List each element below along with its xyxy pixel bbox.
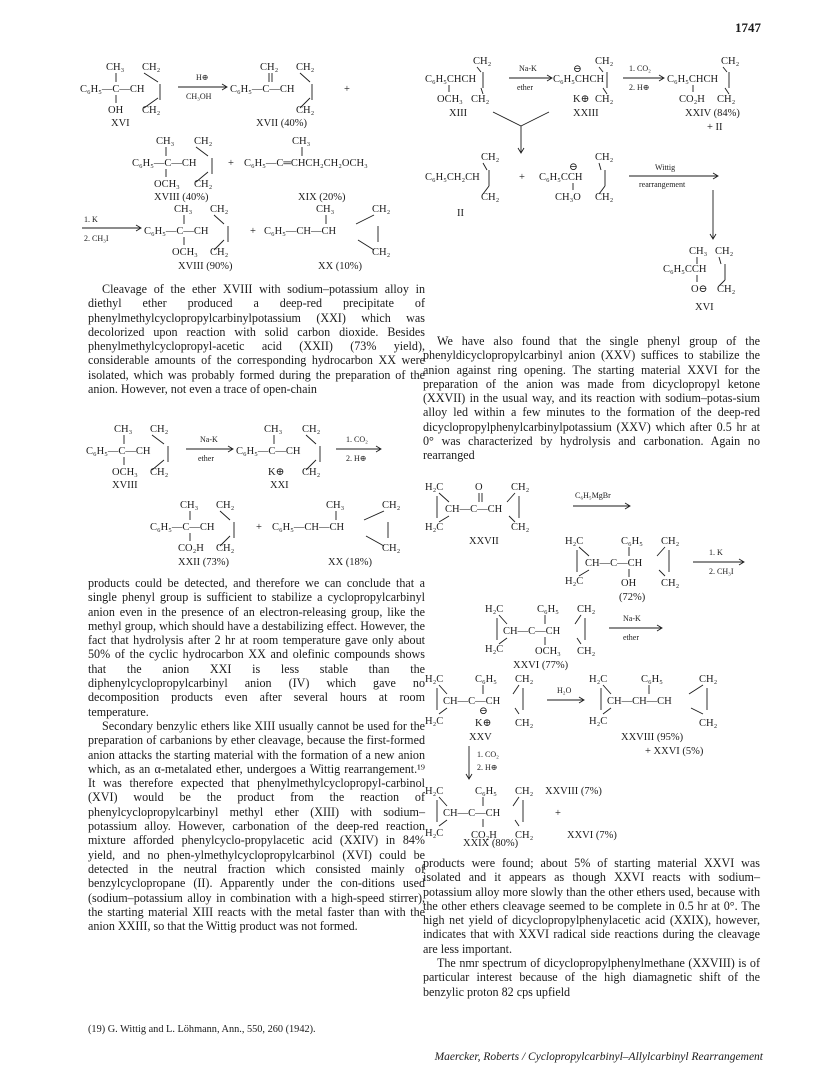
svg-text:OH: OH — [108, 105, 124, 116]
svg-text:CH₂: CH₂ — [595, 192, 614, 203]
svg-text:CH₃: CH₃ — [114, 424, 133, 435]
svg-text:CH₂: CH₂ — [511, 482, 530, 493]
svg-text:2. CH₃I: 2. CH₃I — [709, 567, 734, 576]
svg-text:C₆H₅—C—CH: C₆H₅—C—CH — [144, 226, 209, 237]
svg-text:H₂C: H₂C — [565, 576, 584, 587]
svg-text:CH₂: CH₂ — [715, 246, 734, 257]
svg-text:CH₂: CH₂ — [372, 247, 391, 258]
svg-text:⊖: ⊖ — [569, 162, 578, 173]
svg-text:C₆H₅—C—CH: C₆H₅—C—CH — [86, 446, 151, 457]
structure-ii — [425, 152, 525, 203]
svg-text:H₂C: H₂C — [589, 716, 608, 727]
label-xiii: XIII — [449, 108, 468, 119]
svg-text:CH₂: CH₂ — [515, 786, 534, 797]
svg-text:CH₂: CH₂ — [515, 830, 534, 841]
svg-text:CH₂: CH₂ — [372, 204, 391, 215]
svg-text:H₂C: H₂C — [425, 482, 444, 493]
svg-text:CH₂: CH₂ — [661, 578, 680, 589]
svg-text:CH₂: CH₂ — [511, 522, 530, 533]
left-paragraph-3: Secondary benzylic ethers like XIII usually cannot be used for the preparation of carbanions by ether cleavage, because the first-formed anion attacks the starting material with the formation of a new anion which, as an α-metalated ether, undergoes a Wittig rearrangement.¹⁹ It was therefore expected that phenylmethylcyclopropyl-carbinol (XVI) would be the product from the reaction of phenylcyclopropylcarbinyl methyl ether (XIII) with sodium–potassium alloy. However, carbonation of the deep-red reaction mixture afforded phenylcyclo-propylacetic acid (XXIV) in 84% yield, and no phen-ylmethylcyclopropylcarbinol (XVI) could be detected in the neutral fraction which consisted mainly of benzylcyclopropane (II). Apparently under the con-ditions used (sodium–potassium alloy in combination with a high-speed stirrer), the starting material XIII reacts with the metal faster than with the anion XXIII, so that the Wittig product was not formed. — [88, 718, 425, 934]
label-xxiii: XXIII — [573, 108, 599, 119]
svg-text:+: + — [250, 226, 256, 237]
structure-xxviii — [589, 674, 718, 729]
svg-text:CH₂: CH₂ — [515, 718, 534, 729]
svg-text:CH₂: CH₂ — [699, 674, 718, 685]
svg-text:C₆H₅—CH—CH: C₆H₅—CH—CH — [272, 522, 345, 533]
svg-text:CH₂: CH₂ — [150, 424, 169, 435]
svg-text:CH₂: CH₂ — [471, 94, 490, 105]
label-xvii: XVII (40%) — [256, 118, 308, 129]
svg-text:O⊖: O⊖ — [691, 284, 708, 295]
scheme-xviii-cleavage — [84, 420, 422, 580]
label-xxii: XXII (73%) — [178, 557, 230, 568]
svg-text:+: + — [256, 522, 262, 533]
svg-text:C₆H₅CH₂CH: C₆H₅CH₂CH — [425, 172, 480, 183]
svg-text:⊖: ⊖ — [479, 706, 488, 717]
svg-text:CH₃O: CH₃O — [555, 192, 581, 203]
svg-text:+: + — [555, 808, 561, 819]
svg-text:CH₂: CH₂ — [577, 646, 596, 657]
svg-text:CH₂: CH₂ — [194, 136, 213, 147]
svg-text:1. CO₂: 1. CO₂ — [346, 435, 368, 444]
label-xxviii-7: XXVIII (7%) — [545, 786, 602, 797]
svg-text:CH₃: CH₃ — [106, 62, 125, 73]
structure-xviii-b — [144, 204, 256, 258]
structure-xx-b — [272, 500, 401, 554]
svg-text:H₂C: H₂C — [425, 522, 444, 533]
right-paragraph-2: products were found; about 5% of starting material XXVI was isolated and it appears as though XXVI reacts with sodium–potassium alloy more slowly than the other ethers used, because with the other ethers cleavage seemed to be complete in 0.5 hr at 0°. The high net yield of dicyclopropylphenylacetic acid (XXIX), however, indicates that with XXVI radical side reactions during the cleavage are less important. — [423, 856, 760, 956]
svg-text:ether: ether — [198, 454, 214, 463]
svg-text:CH₂: CH₂ — [260, 62, 279, 73]
structure-xix: C₆H₅—C═CHCH₂CH₂OCH₃ — [244, 158, 368, 169]
label-xxviii-95: XXVIII (95%) — [621, 732, 684, 743]
svg-text:+: + — [228, 158, 234, 169]
label-xxvi-77: XXVI (77%) — [513, 660, 569, 671]
svg-text:C₆H₅CCH: C₆H₅CCH — [539, 172, 583, 183]
right-column-continued — [423, 856, 760, 999]
svg-text:OCH₃: OCH₃ — [154, 179, 180, 190]
structure-xxix — [425, 786, 534, 841]
svg-text:CH₂: CH₂ — [150, 467, 169, 478]
svg-text:CH₂: CH₂ — [473, 56, 492, 67]
label-plus-ii: + II — [707, 122, 723, 133]
svg-text:CH—C—CH: CH—C—CH — [585, 558, 643, 569]
svg-text:OCH₃: OCH₃ — [437, 94, 463, 105]
structure-xviii — [132, 136, 234, 190]
structure-xvi — [80, 62, 161, 116]
left-column — [88, 282, 425, 396]
label-xxix: XXIX (80%) — [463, 838, 519, 848]
svg-text:CH₃OH: CH₃OH — [186, 92, 212, 101]
structure-anion-ether — [539, 152, 614, 203]
svg-text:C₆H₅CHCH: C₆H₅CHCH — [667, 74, 719, 85]
svg-text:CH₂: CH₂ — [216, 500, 235, 511]
label-xvi-b: XVI — [695, 302, 714, 313]
svg-text:CH₂: CH₂ — [382, 500, 401, 511]
svg-text:H⊕: H⊕ — [196, 73, 209, 82]
svg-text:CO₂H: CO₂H — [178, 543, 204, 554]
right-paragraph-1: We have also found that the single phenyl group of the phenyldicyclopropylcarbinyl anion (XXV) suffices to stabilize the anion against ring opening. The starting material XXVI for the preparation of the anion was made from dicyclopropyl ketone (XXVII) in the usual way, and its reaction with sodium–potas-sium alloy led within a few minutes to the formation of the deep-red dicyclopropylphenylcarbinylpotassium (XXV) which after 0.5 hr at 0° was characterized by hydrolysis and carbonation. Again no rearranged — [423, 334, 760, 463]
svg-text:⊖: ⊖ — [573, 64, 582, 75]
svg-text:CH₂: CH₂ — [210, 247, 229, 258]
svg-text:CH₃: CH₃ — [326, 500, 345, 511]
right-paragraph-3: The nmr spectrum of dicyclopropylphenylmethane (XXVIII) is of particular interest because of the high diamagnetic shift of the benzylic proton 82 cps upfield — [423, 956, 760, 999]
structure-xxiii — [553, 56, 614, 105]
svg-text:CH₃: CH₃ — [174, 204, 193, 215]
svg-text:CH—C—CH: CH—C—CH — [443, 696, 501, 707]
svg-text:CH₂: CH₂ — [577, 604, 596, 615]
svg-text:CH₃: CH₃ — [689, 246, 708, 257]
svg-text:CH₃: CH₃ — [292, 136, 311, 147]
svg-text:C₆H₅CHCH: C₆H₅CHCH — [553, 74, 605, 85]
svg-text:CH₂: CH₂ — [194, 179, 213, 190]
svg-text:CH₃: CH₃ — [156, 136, 175, 147]
svg-text:CH₂: CH₂ — [515, 674, 534, 685]
svg-text:Na-K: Na-K — [200, 435, 218, 444]
structure-xxi — [236, 424, 321, 478]
svg-text:CH—CH—CH: CH—CH—CH — [607, 696, 672, 707]
svg-text:1. CO₂: 1. CO₂ — [629, 64, 651, 73]
svg-text:1. CO₂: 1. CO₂ — [477, 750, 499, 759]
svg-text:ether: ether — [623, 633, 639, 642]
footnote-19: (19) G. Wittig and L. Löhmann, Ann., 550, 260 (1942). — [88, 1024, 316, 1035]
structure-xxvii — [425, 482, 530, 533]
label-xxvi-7: XXVI (7%) — [567, 830, 617, 841]
svg-text:CH—C—CH: CH—C—CH — [503, 626, 561, 637]
svg-text:CH₂: CH₂ — [595, 94, 614, 105]
svg-text:CH—C—CH: CH—C—CH — [443, 808, 501, 819]
label-xxiv: XXIV (84%) — [685, 108, 740, 119]
left-paragraph-1: Cleavage of the ether XVIII with sodium–potassium alloy in diethyl ether produced a deep-red precipitate of phenylmethylcyclopropylcarbinylpotassium (XXI) which was decolorized upon reaction with solid carbon dioxide. Besides phenylmethylcyclopropyl-acetic acid (XXII) (73% yield), considerable amounts of the corresponding hydrocarbon XX were isolated, which was probably formed during the preparation of the anion. However, not even a trace of open-chain — [88, 282, 425, 397]
svg-text:H₂C: H₂C — [589, 674, 608, 685]
label-plus-xxvi-5: + XXVI (5%) — [645, 746, 704, 757]
svg-text:CH₂: CH₂ — [717, 284, 736, 295]
svg-text:+: + — [344, 84, 350, 95]
svg-text:C₆H₅: C₆H₅ — [641, 674, 663, 685]
svg-text:CH₂: CH₂ — [142, 105, 161, 116]
svg-text:2. H⊕: 2. H⊕ — [477, 763, 498, 772]
svg-text:CH₂: CH₂ — [481, 192, 500, 203]
svg-text:K⊕: K⊕ — [268, 467, 285, 478]
svg-text:ether: ether — [517, 83, 533, 92]
label-xviii-40: XVIII (40%) — [154, 192, 209, 203]
structure-xvi-alkoxide — [663, 246, 736, 295]
svg-text:1. K: 1. K — [84, 215, 98, 224]
right-column — [423, 334, 760, 463]
svg-text:Na-K: Na-K — [519, 64, 537, 73]
svg-text:H₂O: H₂O — [557, 686, 572, 695]
structure-xxiv — [667, 56, 740, 105]
page-number: 1747 — [735, 20, 761, 35]
svg-text:C₆H₅CCH: C₆H₅CCH — [663, 264, 707, 275]
svg-text:K⊕: K⊕ — [475, 718, 492, 729]
svg-text:CH₂: CH₂ — [216, 543, 235, 554]
scheme-xiii-cleavage — [423, 52, 763, 332]
structure-xiii — [425, 56, 492, 105]
svg-text:CH₂: CH₂ — [717, 94, 736, 105]
label-xxi: XXI — [270, 480, 289, 491]
svg-text:CH₂: CH₂ — [699, 718, 718, 729]
label-xvi: XVI — [111, 118, 130, 129]
svg-text:C₆H₅—C—CH: C₆H₅—C—CH — [150, 522, 215, 533]
label-xix: XIX (20%) — [298, 192, 346, 203]
svg-text:CH₂: CH₂ — [661, 536, 680, 547]
label-xviii-c: XVIII — [112, 480, 138, 491]
svg-text:CH₂: CH₂ — [296, 105, 315, 116]
svg-text:H₂C: H₂C — [485, 604, 504, 615]
svg-text:K⊕: K⊕ — [573, 94, 590, 105]
label-xxvii: XXVII — [469, 536, 499, 547]
svg-text:C₆H₅—C—CH: C₆H₅—C—CH — [132, 158, 197, 169]
svg-text:C₆H₅: C₆H₅ — [537, 604, 559, 615]
svg-text:2. H⊕: 2. H⊕ — [346, 454, 367, 463]
label-xviii-90: XVIII (90%) — [178, 261, 233, 272]
svg-text:CH₂: CH₂ — [382, 543, 401, 554]
left-column-continued — [88, 576, 425, 933]
svg-text:CO₂H: CO₂H — [471, 830, 497, 841]
svg-text:CH₃: CH₃ — [316, 204, 335, 215]
svg-text:H₂C: H₂C — [565, 536, 584, 547]
svg-text:O: O — [475, 482, 483, 493]
label-ii: II — [457, 208, 464, 219]
svg-text:1. K: 1. K — [709, 548, 723, 557]
svg-text:CH₂: CH₂ — [302, 467, 321, 478]
svg-text:CH₂: CH₂ — [595, 152, 614, 163]
svg-text:C₆H₅—CH—CH: C₆H₅—CH—CH — [264, 226, 337, 237]
structure-xxv — [425, 674, 534, 729]
svg-text:OCH₃: OCH₃ — [172, 247, 198, 258]
scheme-xvi-methanolysis — [78, 58, 423, 276]
svg-text:CH₂: CH₂ — [296, 62, 315, 73]
structure-xxvii-carbinol — [565, 536, 680, 589]
svg-text:C₆H₅: C₆H₅ — [621, 536, 643, 547]
label-xx-10: XX (10%) — [318, 261, 363, 272]
structure-xxvi — [485, 604, 596, 657]
svg-text:C₆H₅: C₆H₅ — [475, 786, 497, 797]
svg-text:Na-K: Na-K — [623, 614, 641, 623]
svg-text:CH₃: CH₃ — [180, 500, 199, 511]
svg-text:+: + — [519, 172, 525, 183]
svg-text:OCH₃: OCH₃ — [112, 467, 138, 478]
running-footer: Maercker, Roberts / Cyclopropylcarbinyl–Allylcarbinyl Rearrangement — [434, 1051, 763, 1063]
scheme-dicyclopropyl — [423, 478, 763, 848]
svg-text:C₆H₅—C—CH: C₆H₅—C—CH — [230, 84, 295, 95]
label-yield-72: (72%) — [619, 592, 646, 603]
svg-text:H₂C: H₂C — [425, 674, 444, 685]
svg-text:C₆H₅CHCH: C₆H₅CHCH — [425, 74, 477, 85]
svg-text:C₆H₅—C—CH: C₆H₅—C—CH — [80, 84, 145, 95]
svg-text:H₂C: H₂C — [485, 644, 504, 655]
structure-xviii-c — [86, 424, 169, 478]
svg-text:H₂C: H₂C — [425, 786, 444, 797]
svg-text:2. CH₃I: 2. CH₃I — [84, 234, 109, 243]
svg-text:C₆H₅—C—CH: C₆H₅—C—CH — [236, 446, 301, 457]
structure-xxii — [150, 500, 262, 554]
svg-text:2. H⊕: 2. H⊕ — [629, 83, 650, 92]
svg-text:CH₂: CH₂ — [481, 152, 500, 163]
left-paragraph-2: products could be detected, and therefore we can conclude that a single phenyl group is sufficient to stabilize a cyclopropylcarbinyl anion even in the presence of an electron-releasing group, like the methyl group, which should have a destabilizing effect. However, the fact that hydrolysis after 2 hr at room temperature gave only about 50% of the cyclic hydrocarbon XX and olefinic compounds shows that the anion XXI is less stable than the diphenylcyclopropylcarbinyl anion (IV) which gave no decomposition products even after several hours at room temperature. — [88, 576, 425, 719]
structure-xx — [264, 204, 391, 258]
svg-text:CH₂: CH₂ — [210, 204, 229, 215]
svg-text:H₂C: H₂C — [425, 716, 444, 727]
svg-text:CO₂H: CO₂H — [679, 94, 705, 105]
svg-text:CH₃: CH₃ — [264, 424, 283, 435]
svg-text:rearrangement: rearrangement — [639, 180, 686, 189]
svg-text:CH₂: CH₂ — [595, 56, 614, 67]
svg-text:C₆H₅MgBr: C₆H₅MgBr — [575, 491, 611, 500]
label-xxv: XXV — [469, 732, 492, 743]
structure-xvii — [230, 62, 350, 116]
svg-text:OCH₃: OCH₃ — [535, 646, 561, 657]
svg-text:C₆H₅: C₆H₅ — [475, 674, 497, 685]
svg-text:CH—C—CH: CH—C—CH — [445, 504, 503, 515]
label-xx-18: XX (18%) — [328, 557, 373, 568]
svg-text:Wittig: Wittig — [655, 163, 676, 172]
svg-text:CH₂: CH₂ — [142, 62, 161, 73]
svg-text:H₂C: H₂C — [425, 828, 444, 839]
svg-text:OH: OH — [621, 578, 637, 589]
svg-text:CH₂: CH₂ — [302, 424, 321, 435]
svg-text:CH₂: CH₂ — [721, 56, 740, 67]
